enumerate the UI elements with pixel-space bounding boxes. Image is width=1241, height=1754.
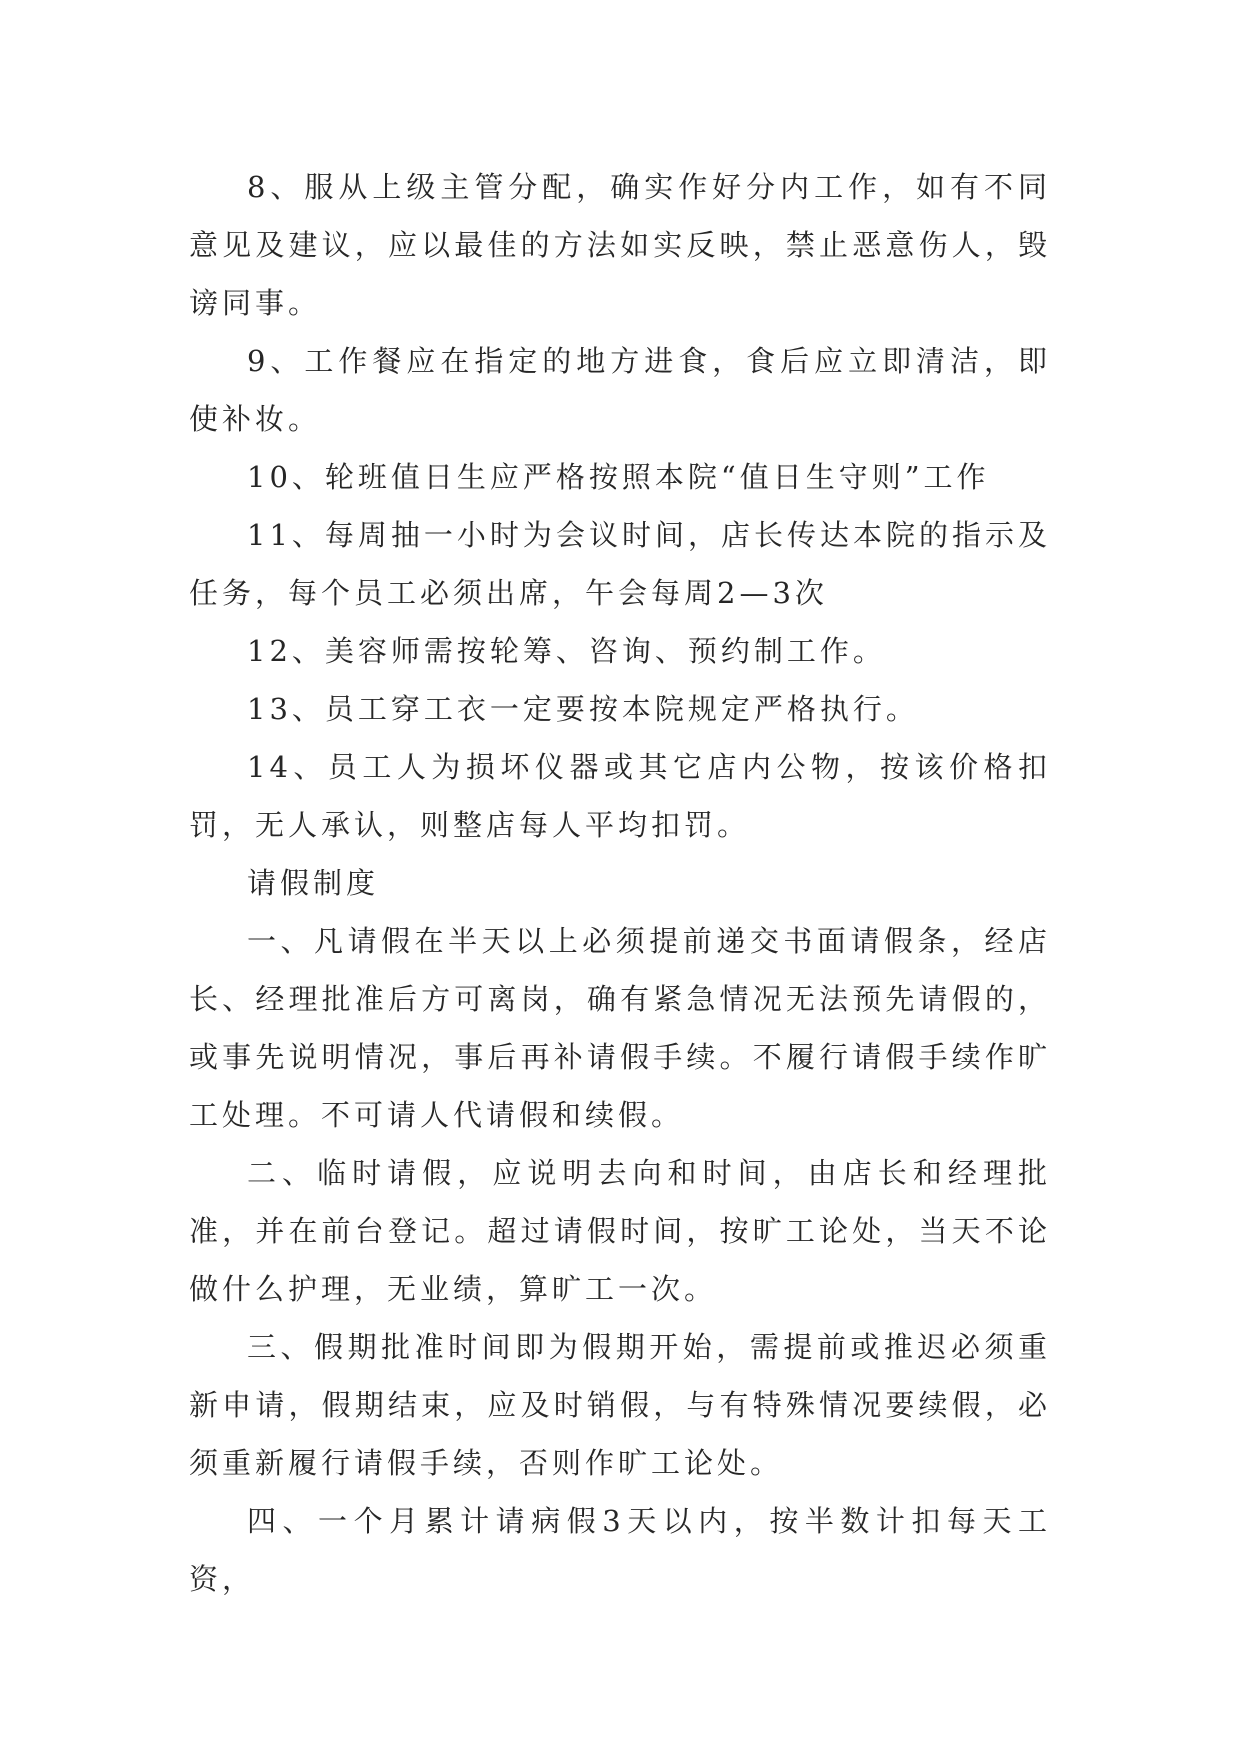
rule-item-10: 10、轮班值日生应严格按照本院“值日生守则”工作 [247, 460, 990, 494]
rule-item-12: 12、美容师需按轮筹、咨询、预约制工作。 [247, 634, 886, 668]
rule-item-8: 8、服从上级主管分配，确实作好分内工作，如有不同意见及建议，应以最佳的方法如实反映，禁止恶意伤人，毁谤同事。 [189, 170, 1051, 320]
rule-item-9: 9、工作餐应在指定的地方进食，食后应立即清洁，即使补妆。 [189, 344, 1051, 436]
section-heading-leave-policy: 请假制度 [247, 866, 380, 900]
leave-rule-1: 一、凡请假在半天以上必须提前递交书面请假条，经店长、经理批准后方可离岗，确有紧急情况无法预先请假的，或事先说明情况，事后再补请假手续。不履行请假手续作旷工处理。不可请人代请假和续假。 [189, 924, 1051, 1132]
leave-rule-2: 二、临时请假，应说明去向和时间，由店长和经理批准，并在前台登记。超过请假时间，按旷工论处，当天不论做什么护理，无业绩，算旷工一次。 [189, 1156, 1051, 1306]
rule-item-11: 11、每周抽一小时为会议时间，店长传达本院的指示及任务，每个员工必须出席，午会每周2—3次 [189, 518, 1051, 610]
rule-item-13: 13、员工穿工衣一定要按本院规定严格执行。 [247, 692, 919, 726]
document-body [189, 158, 1051, 1608]
leave-rule-4: 四、一个月累计请病假3天以内，按半数计扣每天工资， [189, 1504, 1051, 1596]
leave-rule-3: 三、假期批准时间即为假期开始，需提前或推迟必须重新申请，假期结束，应及时销假，与有特殊情况要续假，必须重新履行请假手续，否则作旷工论处。 [189, 1330, 1051, 1480]
rule-item-14: 14、员工人为损坏仪器或其它店内公物，按该价格扣罚，无人承认，则整店每人平均扣罚。 [189, 750, 1051, 842]
